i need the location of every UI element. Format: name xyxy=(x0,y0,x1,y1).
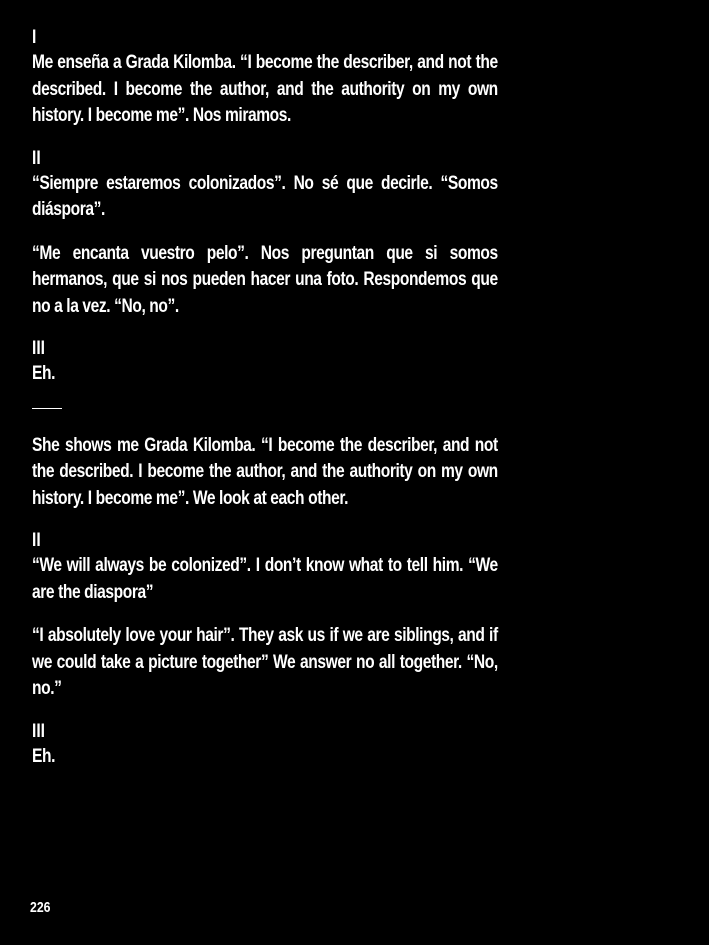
section-es-1 xyxy=(32,26,498,130)
section-en-2 xyxy=(32,529,498,703)
paragraph-en-3-1: Eh. xyxy=(32,745,56,767)
paragraph-es-2-2: “Me encanta vuestro pelo”. Nos preguntan que si somos hermanos, que si nos pueden hacer una foto. Respondemos que no a la vez. “No, no”. xyxy=(32,242,498,317)
section-numeral-es-1: I xyxy=(32,27,37,48)
language-divider xyxy=(32,408,62,409)
paragraph-en-2-2: “I absolutely love your hair”. They ask us if we are siblings, and if we could take a picture together” We answer no all together. “No, no.” xyxy=(32,625,498,699)
paragraph-en-2-1: “We will always be colonized”. I don’t know what to tell him. “We are the diaspora” xyxy=(32,555,498,603)
section-numeral-es-3: III xyxy=(32,338,45,359)
paragraph-es-1-1: Me enseña a Grada Kilomba. “I become the describer, and not the described. I become the author, and the authority on my own history. I become me”. Nos miramos. xyxy=(32,52,498,126)
paragraph-en-1-1: She shows me Grada Kilomba. “I become the describer, and not the described. I become the author, and the authority on my own history. I become me”. We look at each other. xyxy=(32,434,498,509)
section-es-2 xyxy=(32,147,498,321)
section-numeral-es-2: II xyxy=(32,147,41,169)
paragraph-es-2-1: “Siempre estaremos colonizados”. No sé que decirle. “Somos diáspora”. xyxy=(32,172,498,220)
section-numeral-en-3: III xyxy=(32,720,45,742)
section-en-3 xyxy=(32,720,498,771)
section-numeral-en-2: II xyxy=(32,530,41,551)
page-number: 226 xyxy=(30,899,51,916)
main-text-column xyxy=(32,26,498,770)
section-en-1 xyxy=(32,433,498,513)
paragraph-es-3-1: Eh. xyxy=(32,363,56,384)
section-es-3 xyxy=(32,337,498,388)
